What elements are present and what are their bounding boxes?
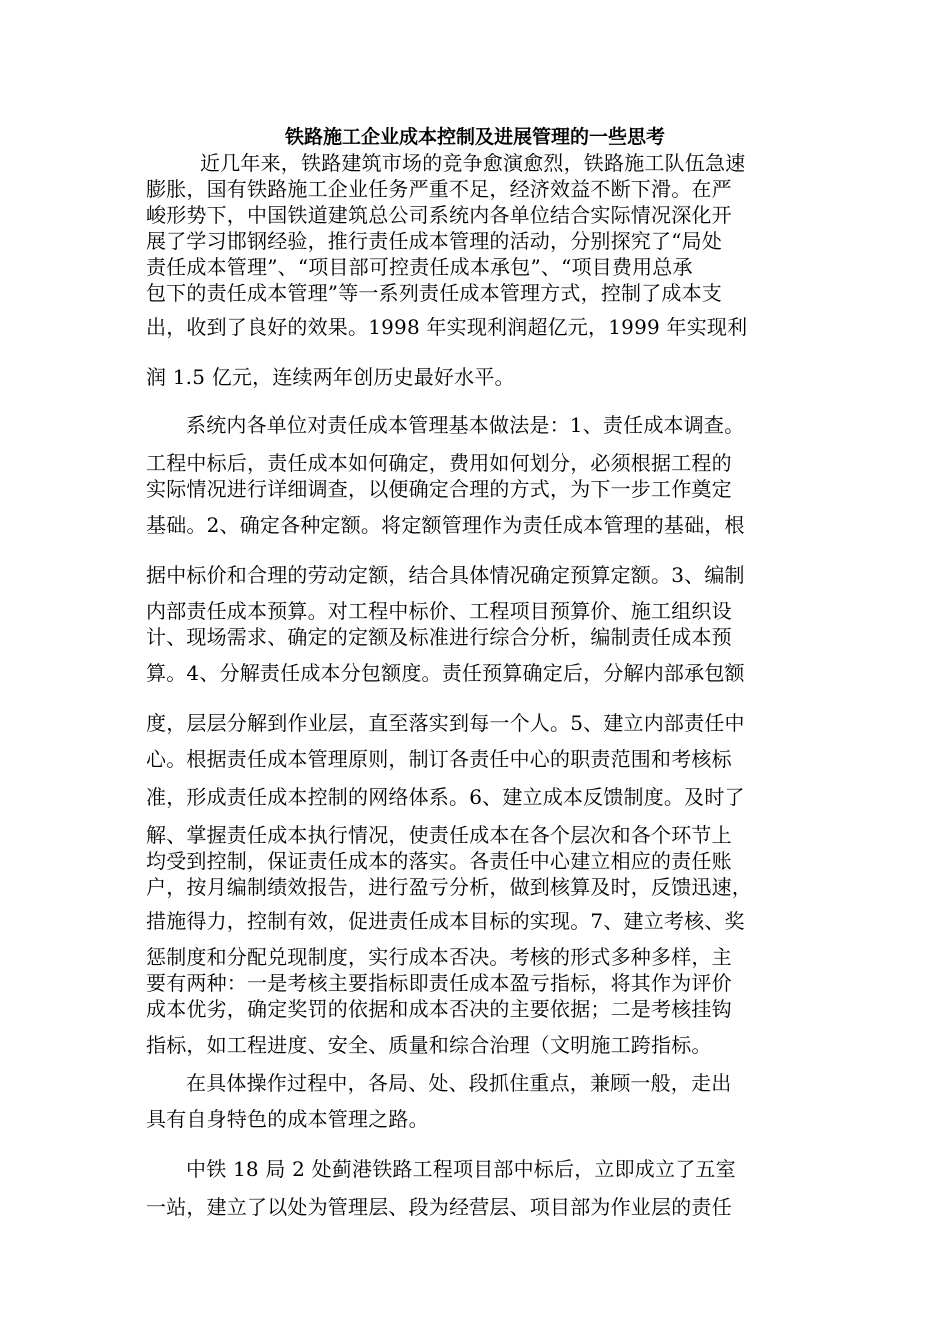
paragraph-line: 准，形成责任成本控制的网络体系。6、建立成本反馈制度。及时了 bbox=[146, 785, 745, 809]
paragraph-line: 心。根据责任成本管理原则，制订各责任中心的职责范围和考核标 bbox=[146, 747, 732, 771]
paragraph-line: 近几年来，铁路建筑市场的竞争愈演愈烈，铁路施工队伍急速 bbox=[200, 151, 746, 175]
paragraph-line: 膨胀，国有铁路施工企业任务严重不足，经济效益不断下滑。在严 bbox=[146, 177, 732, 201]
paragraph-line: 据中标价和合理的劳动定额，结合具体情况确定预算定额。3、编制 bbox=[146, 563, 745, 587]
paragraph-line: 出，收到了良好的效果。1998 年实现利润超亿元，1999 年实现利 bbox=[146, 315, 748, 339]
paragraph-line: 基础。2、确定各种定额。将定额管理作为责任成本管理的基础，根 bbox=[146, 513, 745, 537]
paragraph-line: 户，按月编制绩效报告，进行盈亏分析，做到核算及时，反馈迅速， bbox=[146, 875, 752, 899]
paragraph-line: 成本优劣，确定奖罚的依据和成本否决的主要依据；二是考核挂钩 bbox=[146, 997, 732, 1021]
paragraph-line: 计、现场需求、确定的定额及标准进行综合分析，编制责任成本预 bbox=[146, 625, 732, 649]
paragraph-line: 措施得力，控制有效，促进责任成本目标的实现。7、建立考核、奖 bbox=[146, 909, 745, 933]
paragraph-line: 展了学习邯钢经验，推行责任成本管理的活动，分别探究了“局处 bbox=[146, 229, 723, 253]
paragraph-line: 峻形势下，中国铁道建筑总公司系统内各单位结合实际情况深化开 bbox=[146, 203, 732, 227]
paragraph-line: 要有两种：一是考核主要指标即责任成本盈亏指标，将其作为评价 bbox=[146, 971, 732, 995]
paragraph-line: 实际情况进行详细调查，以便确定合理的方式，为下一步工作奠定 bbox=[146, 477, 732, 501]
paragraph-line: 算。4、分解责任成本分包额度。责任预算确定后，分解内部承包额 bbox=[146, 661, 745, 685]
paragraph-line: 工程中标后，责任成本如何确定，费用如何划分，必须根据工程的 bbox=[146, 451, 732, 475]
paragraph-line: 度，层层分解到作业层，直至落实到每一个人。5、建立内部责任中 bbox=[146, 711, 745, 735]
paragraph-line: 中铁 18 局 2 处蓟港铁路工程项目部中标后，立即成立了五室 bbox=[186, 1157, 736, 1181]
paragraph-line: 具有自身特色的成本管理之路。 bbox=[146, 1107, 429, 1131]
document-title: 铁路施工企业成本控制及进展管理的一些思考 bbox=[284, 126, 665, 148]
paragraph-line: 在具体操作过程中，各局、处、段抓住重点，兼顾一般，走出 bbox=[186, 1071, 732, 1095]
paragraph-line: 一站，建立了以处为管理层、段为经营层、项目部为作业层的责任 bbox=[146, 1195, 732, 1219]
paragraph-line: 包下的责任成本管理”等一系列责任成本管理方式，控制了成本支 bbox=[146, 281, 723, 305]
paragraph-line: 均受到控制，保证责任成本的落实。各责任中心建立相应的责任账 bbox=[146, 849, 732, 873]
paragraph-line: 润 1.5 亿元，连续两年创历史最好水平。 bbox=[146, 365, 515, 389]
paragraph-line: 指标，如工程进度、安全、质量和综合治理（文明施工跨指标。 bbox=[146, 1033, 712, 1057]
paragraph-line: 系统内各单位对责任成本管理基本做法是：1、责任成本调查。 bbox=[186, 413, 745, 437]
paragraph-line: 内部责任成本预算。对工程中标价、工程项目预算价、施工组织设 bbox=[146, 599, 732, 623]
paragraph-line: 解、掌握责任成本执行情况，使责任成本在各个层次和各个环节上 bbox=[146, 823, 732, 847]
paragraph-line: 惩制度和分配兑现制度，实行成本否决。考核的形式多种多样，主 bbox=[146, 945, 732, 969]
paragraph-line: 责任成本管理”、“项目部可控责任成本承包”、“项目费用总承 bbox=[146, 255, 693, 279]
